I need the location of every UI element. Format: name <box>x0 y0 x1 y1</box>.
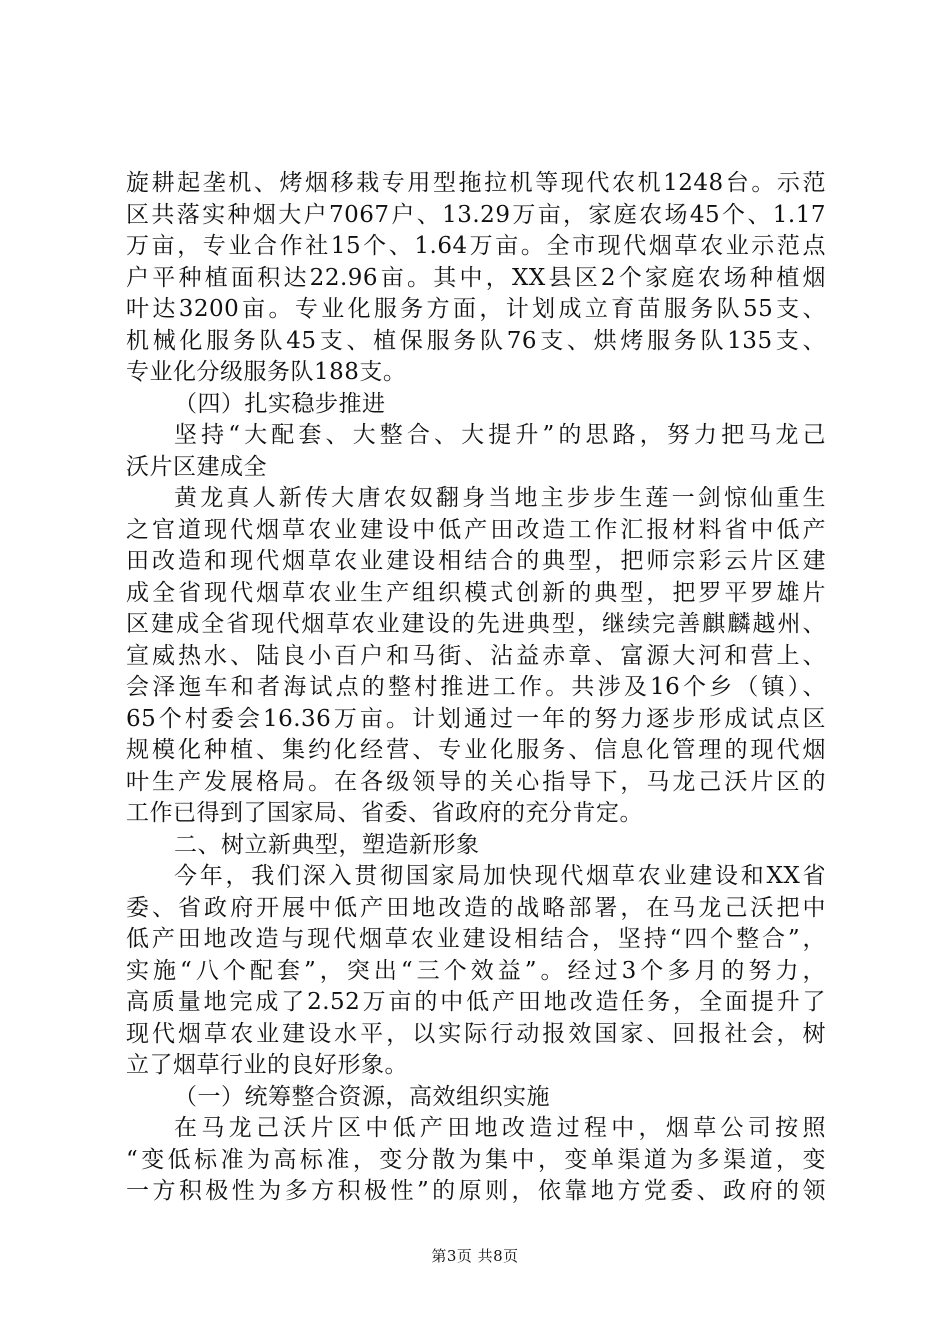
text-line: 工作已得到了国家局、省委、省政府的充分肯定。 <box>126 800 643 826</box>
text-line: 沃片区建成全 <box>126 453 267 480</box>
page-footer: 第3页 共8页 <box>431 1247 519 1265</box>
text-line: 黄龙真人新传大唐农奴翻身当地主步步生莲一剑惊仙重生 <box>174 485 826 511</box>
text-line: （一）统筹整合资源，高效组织实施 <box>174 1083 550 1110</box>
text-line: 会泽迤车和者海试点的整村推进工作。共涉及16个乡（镇）、 <box>126 674 826 700</box>
text-line: 万亩，专业合作社15个、1.64万亩。全市现代烟草农业示范点 <box>126 233 826 259</box>
text-line: （四）扎实稳步推进 <box>174 390 386 417</box>
body-text <box>126 168 826 1208</box>
text-line: 高质量地完成了2.52万亩的中低产田地改造任务，全面提升了 <box>126 989 826 1015</box>
text-line: 机械化服务队45支、植保服务队76支、烘烤服务队135支、 <box>126 327 826 354</box>
text-line: 低产田地改造与现代烟草农业建设相结合，坚持“四个整合”， <box>126 926 826 952</box>
text-line: 专业化分级服务队188支。 <box>126 359 407 385</box>
text-line: 叶生产发展格局。在各级领导的关心指导下，马龙己沃片区的 <box>126 768 826 795</box>
text-line: 之官道现代烟草农业建设中低产田改造工作汇报材料省中低产 <box>126 516 826 543</box>
text-line: “变低标准为高标准，变分散为集中，变单渠道为多渠道，变 <box>126 1146 826 1173</box>
text-line: 一方积极性为多方积极性”的原则，依靠地方党委、政府的领 <box>126 1178 826 1204</box>
text-line: 委、省政府开展中低产田地改造的战略部署，在马龙己沃把中 <box>126 894 826 921</box>
text-line: 今年，我们深入贯彻国家局加快现代烟草农业建设和XX省 <box>174 863 826 889</box>
text-line: 坚持“大配套、大整合、大提升”的思路，努力把马龙己 <box>174 422 826 448</box>
text-line: 区共落实种烟大户7067户、13.29万亩，家庭农场45个、1.17 <box>126 201 826 228</box>
text-line: 成全省现代烟草农业生产组织模式创新的典型，把罗平罗雄片 <box>126 579 826 606</box>
text-line: 区建成全省现代烟草农业建设的先进典型，继续完善麒麟越州、 <box>126 611 826 637</box>
text-line: 规模化种植、集约化经营、专业化服务、信息化管理的现代烟 <box>126 737 826 763</box>
text-line: 二、树立新典型，塑造新形象 <box>174 831 480 858</box>
text-line: 宣威热水、陆良小百户和马街、沾益赤章、富源大河和营上、 <box>126 642 826 669</box>
text-line: 65个村委会16.36万亩。计划通过一年的努力逐步形成试点区 <box>126 705 826 732</box>
text-line: 实施“八个配套”，突出“三个效益”。经过3个多月的努力， <box>126 957 826 984</box>
text-line: 立了烟草行业的良好形象。 <box>126 1052 408 1078</box>
text-line: 户平种植面积达22.96亩。其中，XX县区2个家庭农场种植烟 <box>126 264 826 291</box>
text-line: 田改造和现代烟草农业建设相结合的典型，把师宗彩云片区建 <box>126 548 826 574</box>
text-line: 现代烟草农业建设水平，以实际行动报效国家、回报社会，树 <box>126 1020 826 1047</box>
text-line: 旋耕起垄机、烤烟移栽专用型拖拉机等现代农机1248台。示范 <box>126 170 826 196</box>
text-line: 叶达3200亩。专业化服务方面，计划成立育苗服务队55支、 <box>126 296 826 322</box>
text-line: 在马龙己沃片区中低产田地改造过程中，烟草公司按照 <box>174 1115 826 1141</box>
